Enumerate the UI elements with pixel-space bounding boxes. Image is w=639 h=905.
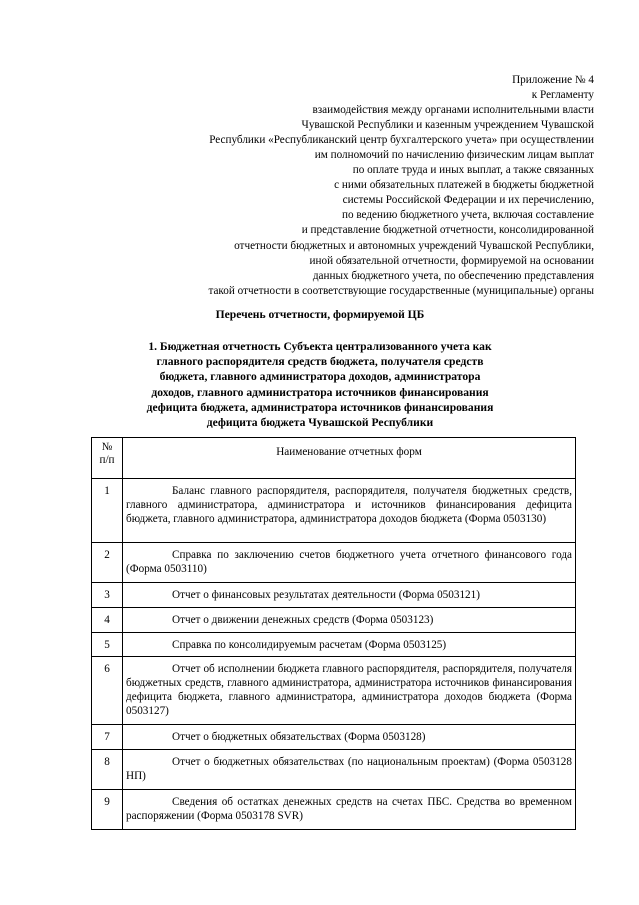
annex-line: с ними обязательных платежей в бюджеты бюджетной — [334, 179, 594, 192]
header-name-cell: Наименование отчетных форм — [123, 438, 576, 479]
annex-line: по оплате труда и иных выплат, а также связанных — [352, 164, 594, 177]
table-row — [92, 725, 576, 750]
annex-line: Чувашской Республики и казенным учреждением Чувашской — [301, 119, 594, 132]
row-form-name: Сведения об остатках денежных средств на счетах ПБС. Средства во временном распоряжении (Форма 0503178 SVR) — [123, 790, 576, 830]
row-num: 9 — [92, 790, 123, 830]
table-row — [92, 583, 576, 608]
annex-line: Республики «Республиканский центр бухгалтерского учета» при осуществлении — [209, 134, 594, 147]
annex-line: по ведению бюджетного учета, включая составление — [341, 209, 594, 222]
row-num: 6 — [92, 657, 123, 725]
row-form-name: Отчет о движении денежных средств (Форма 0503123) — [123, 607, 576, 632]
section-title-line: бюджета, главного администратора доходов, администратора — [159, 370, 481, 384]
row-num: 2 — [92, 543, 123, 583]
header-num-abbr: п/п — [99, 454, 115, 466]
table-header-row — [92, 438, 576, 479]
row-form-name: Справка по консолидируемым расчетам (Форма 0503125) — [123, 632, 576, 657]
row-num: 3 — [92, 583, 123, 608]
row-form-name: Отчет о бюджетных обязательствах (по национальным проектам) (Форма 0503128 НП) — [123, 750, 576, 790]
annex-line: такой отчетности в соответствующие государственные (муниципальные) органы — [208, 284, 594, 297]
row-num: 5 — [92, 632, 123, 657]
annex-line: отчетности бюджетных и автономных учреждений Чувашской Республики, — [234, 239, 594, 252]
section-title-line: главного распорядителя средств бюджета, получателя средств — [156, 355, 484, 369]
row-form-name: Справка по заключению счетов бюджетного учета отчетного финансового года (Форма 0503110) — [123, 543, 576, 583]
table-row — [92, 543, 576, 583]
table-row — [92, 607, 576, 632]
table-row — [92, 632, 576, 657]
header-num-cell — [92, 438, 123, 479]
annex-line: Приложение № 4 — [512, 74, 594, 86]
table-row — [92, 479, 576, 543]
table-row — [92, 657, 576, 725]
section-title-line: доходов, главного администратора источников финансирования — [151, 385, 489, 399]
row-form-name: Отчет о бюджетных обязательствах (Форма 0503128) — [123, 725, 576, 750]
report-forms-table — [91, 437, 576, 830]
row-form-name: Отчет об исполнении бюджета главного распорядителя, распорядителя, получателя бюджетных средств, главного администратора, администратора источников финансирования дефицита бюджета, главного администратора, администратора доходов бюджета (Форма 0503127) — [123, 657, 576, 725]
row-form-name: Отчет о финансовых результатах деятельности (Форма 0503121) — [123, 583, 576, 608]
row-num: 4 — [92, 607, 123, 632]
row-num: 1 — [92, 479, 123, 543]
annex-line: системы Российской Федерации и их перечислению, — [342, 194, 594, 207]
annex-line: к Регламенту — [531, 89, 594, 102]
table-row — [92, 750, 576, 790]
section-title-line: дефицита бюджета, администратора источников финансирования — [146, 400, 494, 414]
annex-line: им полномочий по начислению физическим лицам выплат — [314, 149, 594, 162]
row-num: 7 — [92, 725, 123, 750]
annex-line: данных бюджетного учета, по обеспечению представления — [312, 269, 594, 282]
annex-line: взаимодействия между органами исполнительными власти — [312, 104, 594, 117]
annex-line: иной обязательной отчетности, формируемой на основании — [309, 254, 594, 267]
table-row — [92, 790, 576, 830]
annex-block — [150, 73, 594, 299]
row-num: 8 — [92, 750, 123, 790]
annex-line: и представление бюджетной отчетности, консолидированной — [301, 224, 594, 237]
section-title-line: 1. Бюджетная отчетность Субъекта централизованного учета как — [148, 340, 492, 353]
section-title-line: дефицита бюджета Чувашской Республики — [206, 416, 434, 430]
section-title — [100, 339, 540, 430]
header-num-symbol: № — [101, 441, 113, 453]
row-form-name: Баланс главного распорядителя, распорядителя, получателя бюджетных средств, главного администратора, администратора и источников финансирования дефицита бюджета, главного администратора, администратора доходов бюджета (Форма 0503130) — [123, 479, 576, 543]
document-title: Перечень отчетности, формируемой ЦБ — [215, 308, 425, 321]
